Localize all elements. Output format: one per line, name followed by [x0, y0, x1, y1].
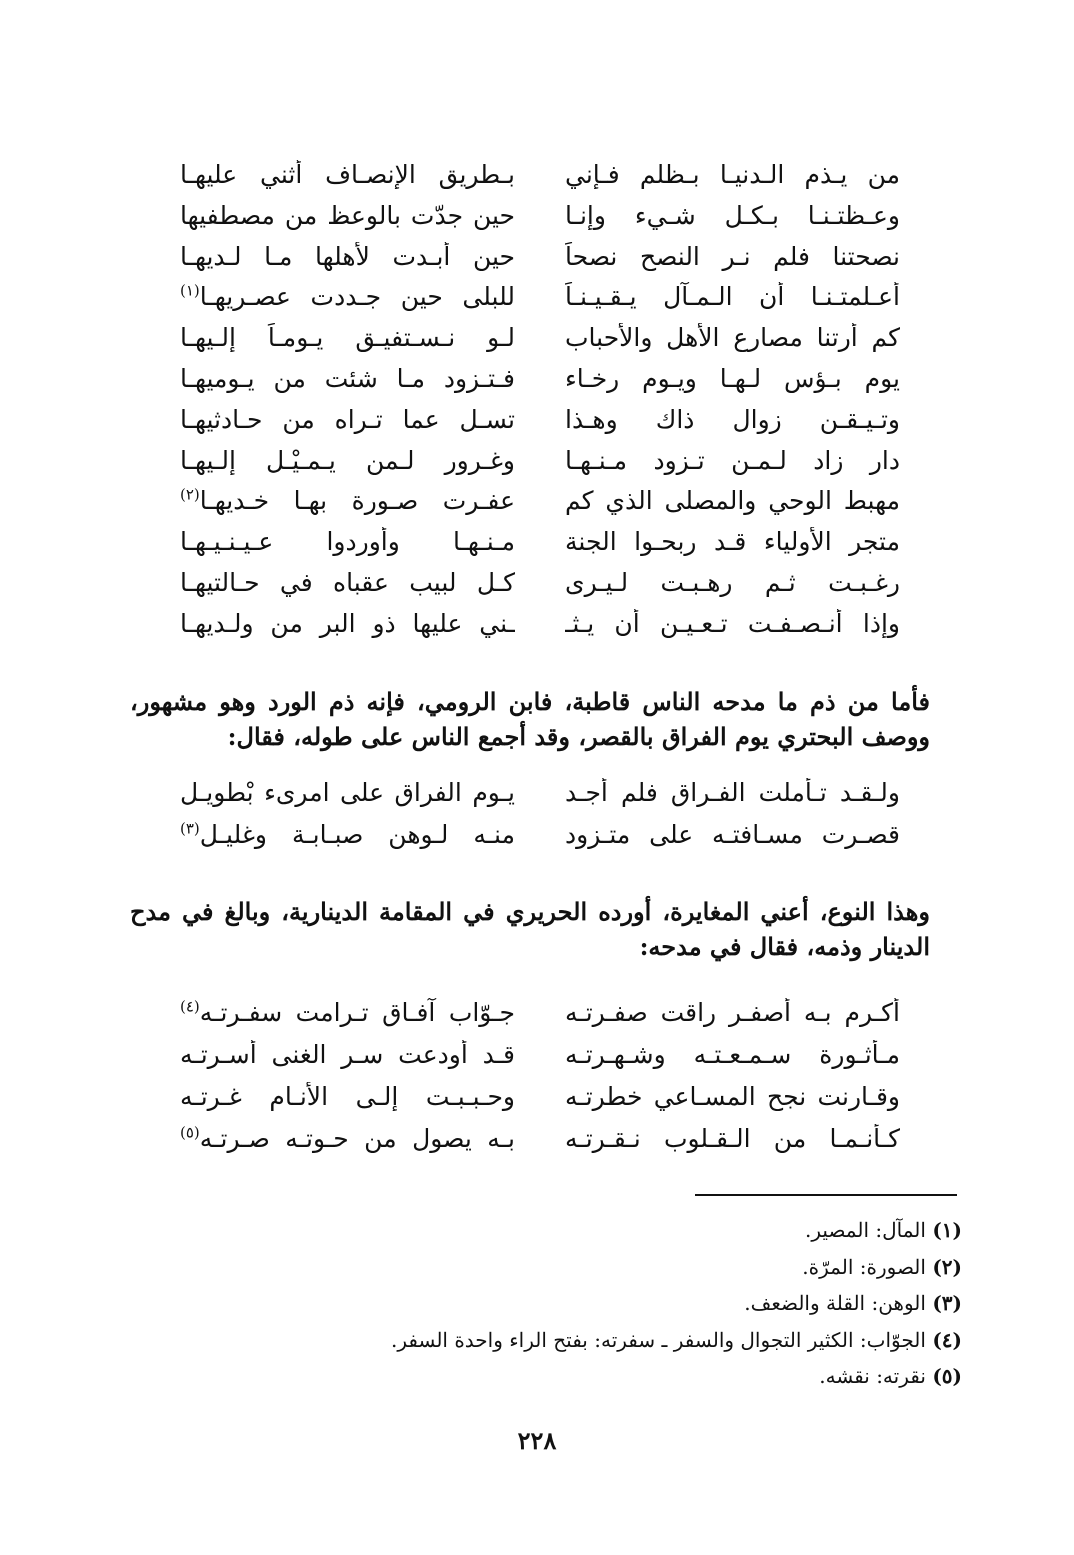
prose-paragraph-1: فأما من ذم ما مدحه الناس قاطبة، فابن الرومي، فإنه ذم الورد وهو مشهور، ووصف البحتري يوم الفراق بالقصر، وقد أجمع الناس على طوله، فقال: [130, 687, 930, 751]
hemistich-second-text: فـتـزود مـا شئت من يـوميهـا [180, 363, 515, 393]
hemistich-second [180, 609, 515, 638]
footnote-number: (٤) [932, 1327, 962, 1352]
footnote-text: الوهن: القلة والضعف. [744, 1291, 926, 1316]
footnote-item [200, 1212, 962, 1249]
hemistich-second-text: منـه لـوهن صبـابـة وغليـل [199, 820, 515, 849]
footnotes [200, 1212, 962, 1395]
hemistich-second [180, 201, 515, 230]
verse [180, 364, 900, 405]
hemistich-second-text: وحـبـبـت إلـى الأنـام غـرتـه [180, 1082, 515, 1111]
hemistich-first: وعـظتـنـا بـكـل شـيء وإنـا [565, 200, 900, 230]
verse [180, 778, 900, 820]
hemistich-first: وإذا أنـصـفـت تـعـيـن أن يـثـ [565, 608, 900, 638]
verse [180, 282, 900, 323]
hemistich-second-text: حين أبـدت لأهلها مـا لـديهـا [180, 241, 515, 271]
hemistich-second-text: حين جدّت بالوعظ من مصطفيها [180, 200, 515, 230]
footnote-text: نقرته: نقشه. [819, 1364, 926, 1389]
hemistich-first: نصحتنا فلم نـر النصح نصحاً [565, 241, 900, 271]
hemistich-second-text: ـني عليها ذو البر من ولـديهـا [180, 608, 515, 638]
page-number: ٢٢٨ [517, 1426, 557, 1455]
poem-buhturi [180, 778, 900, 862]
hemistich-second [180, 405, 515, 434]
hemistich-first: ولـقـد تـأملت الفـراق فلم أجـد [565, 778, 900, 807]
verse [180, 405, 900, 446]
hemistich-second [180, 446, 515, 475]
footnote-text: المآل: المصير. [805, 1218, 926, 1242]
footnote-number: (٢) [932, 1254, 962, 1279]
verse [180, 609, 900, 650]
footnote-divider [695, 1194, 957, 1196]
hemistich-second-text: بـطريق الإنصـاف أثني عليهـا [180, 160, 515, 189]
hemistich-second [180, 527, 515, 556]
hemistich-second [180, 778, 515, 807]
hemistich-second-text: وغـرور لـمن يـمـيْـل إلـيهـا [180, 445, 515, 475]
footnote-item [200, 1285, 962, 1322]
footnote-reference: (٣) [180, 820, 200, 838]
hemistich-first: دار زاد لـمـن تـزود مـنـهـا [565, 445, 900, 475]
hemistich-first: قصـرت مسـافتـه على متـزود [565, 820, 900, 849]
footnote-reference: (١) [180, 282, 200, 301]
hemistich-second [180, 282, 515, 311]
verse [180, 486, 900, 527]
verse [180, 568, 900, 609]
verse [180, 201, 900, 242]
hemistich-second [180, 242, 515, 271]
hemistich-first: كـأنـمـا من الـقـلوب نـقـرتـه [565, 1124, 900, 1153]
hemistich-second [180, 364, 515, 393]
poem-hariri [180, 998, 900, 1166]
footnote-reference: (٢) [180, 486, 200, 505]
hemistich-second-text: بـه يصول من حـوتـه صـرتـه [199, 1124, 515, 1153]
hemistich-second-text: مـنـهـا وأوردوا عـيـنـيـهـا [180, 527, 515, 557]
verse [180, 323, 900, 364]
verse [180, 160, 900, 201]
footnote-item [200, 1249, 962, 1286]
hemistich-second-text: كـل لبيب عقباه في حـالتيهـا [180, 567, 515, 597]
hemistich-second [180, 568, 515, 597]
footnote-text: الصورة: المرّة. [802, 1254, 926, 1279]
hemistich-second-text: لـو نـسـتفيـق يـومـاً إلـيهـا [180, 323, 515, 353]
poem-ibn-rumi [180, 160, 900, 650]
footnote-number: (١) [932, 1218, 962, 1242]
verse [180, 446, 900, 487]
footnote-text: الجوّاب: الكثير التجوال والسفر ـ سفرته: بفتح الراء واحدة السفر. [390, 1327, 926, 1352]
footnote-number: (٥) [932, 1364, 962, 1389]
hemistich-second-text: للبلى حين جـددت عصـريهـا [199, 282, 515, 312]
hemistich-second-text: جـوّاب آفـاق تـرامت سفـرتـه [199, 998, 515, 1027]
hemistich-second [180, 1040, 515, 1069]
hemistich-second [180, 486, 515, 515]
verse [180, 1124, 900, 1166]
hemistich-first: مـأثـورة سـمـعـتـه وشـهـرتـه [565, 1040, 900, 1069]
footnote-reference: (٤) [180, 998, 200, 1016]
verse [180, 820, 900, 862]
footnote-number: (٣) [932, 1291, 962, 1316]
footnote-item [200, 1322, 962, 1359]
hemistich-second-text: عفـرت صـورة بهـا خـديهـا [199, 486, 515, 516]
hemistich-second [180, 1082, 515, 1111]
verse [180, 527, 900, 568]
hemistich-first: أكـرم بـه أصفـر راقت صفـرتـه [565, 998, 900, 1027]
hemistich-first: من يـذم الـدنيـا بـظلم فـإني [565, 160, 900, 189]
footnote-item [200, 1358, 962, 1395]
hemistich-first: يوم بـؤس لـهـا ويـوم رخـاء [565, 363, 900, 393]
hemistich-first: وقـارنت نجح المسـاعي خطرتـه [565, 1082, 900, 1111]
hemistich-second [180, 323, 515, 352]
hemistich-second [180, 820, 515, 849]
hemistich-first: متجر الأولياء قـد ربحـوا الجنة [565, 527, 900, 557]
hemistich-second [180, 998, 515, 1027]
hemistich-second-text: يـوم الفراق على امرىء بْطويـل [180, 778, 515, 807]
hemistich-first: كم أرتنا مصارع الأهل والأحباب [565, 323, 900, 353]
hemistich-first: مهبط الوحي والمصلى الذي كم [565, 486, 900, 516]
footnote-reference: (٥) [180, 1124, 200, 1142]
hemistich-second-text: تسـل عما تـراه من حـادثيهـا [180, 404, 515, 434]
hemistich-second [180, 1124, 515, 1153]
hemistich-first: رغـبـت ثـم رهـبـت لـيـرى [565, 567, 900, 597]
hemistich-first: وتـيـقـن زوال ذاك وهـذا [565, 404, 900, 434]
hemistich-first: أعـلمتـنـا أن الـمـآل يـقـيـنـاً [565, 282, 900, 312]
hemistich-second-text: قـد أودعت سـر الغنى أسـرتـه [180, 1040, 515, 1069]
hemistich-second [180, 160, 515, 189]
prose-paragraph-2: وهذا النوع، أعني المغايرة، أورده الحريري في المقامة الدينارية، وبالغ في مدح الدينار وذمه، فقال في مدحه: [130, 897, 931, 961]
verse [180, 1040, 900, 1082]
verse [180, 1082, 900, 1124]
verse [180, 242, 900, 283]
verse [180, 998, 900, 1040]
